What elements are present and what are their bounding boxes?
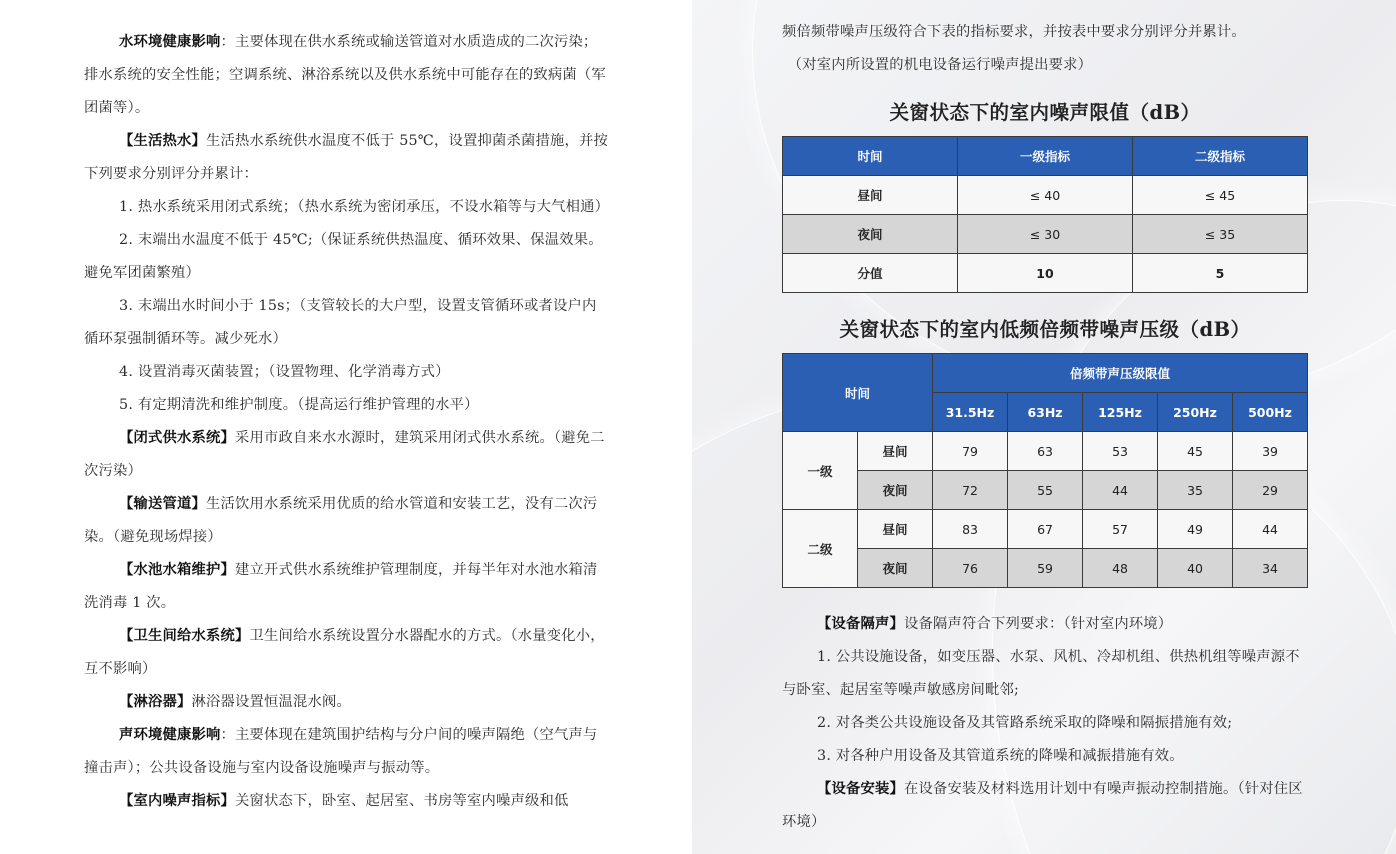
indoor-noise-paragraph: 【室内噪声指标】关窗状态下，卧室、起居室、书房等室内噪声级和低 xyxy=(119,793,569,809)
right-bottom-text xyxy=(782,608,1308,839)
table-row: 夜间 76 59 48 40 34 xyxy=(783,549,1308,588)
list-item: 3. 末端出水时间小于 15s；（支管较长的大户型，设置支管循环或者设户内循环泵强制循环等。减少死水） xyxy=(84,298,597,347)
list-item: 3. 对各种户用设备及其管道系统的降噪和减振措施有效。 xyxy=(817,748,1184,764)
table-header-freq: 250Hz xyxy=(1158,393,1233,432)
table-header: 二级指标 xyxy=(1133,137,1308,176)
table-header-freq: 125Hz xyxy=(1083,393,1158,432)
table-header: 一级指标 xyxy=(958,137,1133,176)
intro-line-1: 频倍频带噪声压级符合下表的指标要求，并按表中要求分别评分并累计。 xyxy=(782,24,1246,40)
closed-supply-paragraph: 【闭式供水系统】采用市政自来水水源时，建筑采用闭式供水系统。（避免二次污染） xyxy=(84,430,605,479)
list-item: 2. 末端出水温度不低于 45℃;（保证系统供热温度、循环效果、保温效果。避免军团菌繁殖） xyxy=(84,232,603,281)
table-header-group: 倍频带声压级限值 xyxy=(933,354,1308,393)
table1-title: 关窗状态下的室内噪声限值（dB） xyxy=(889,101,1201,124)
tank-maintenance-paragraph: 【水池水箱维护】建立开式供水系统维护管理制度，并每半年对水池水箱清洗消毒 1 次。 xyxy=(84,562,598,611)
table-header-freq: 500Hz xyxy=(1233,393,1308,432)
list-item: 2. 对各类公共设施设备及其管路系统采取的降噪和隔振措施有效; xyxy=(817,715,1233,731)
intro-line-2: （对室内所设置的机电设备运行噪声提出要求） xyxy=(787,57,1093,73)
table-row: 二级 昼间 83 67 57 49 44 xyxy=(783,510,1308,549)
table-header-time: 时间 xyxy=(783,354,933,432)
table-header-freq: 63Hz xyxy=(1008,393,1083,432)
table-row: 一级 昼间 79 63 53 45 39 xyxy=(783,432,1308,471)
list-item: 1. 热水系统采用闭式系统；（热水系统为密闭承压，不设水箱等与大气相通） xyxy=(119,199,610,215)
table-row: 昼间 ≤ 40 ≤ 45 xyxy=(783,176,1308,215)
list-item: 4. 设置消毒灭菌装置；（设置物理、化学消毒方式） xyxy=(119,364,450,380)
table-row: 分值 10 5 xyxy=(783,254,1308,293)
pipeline-paragraph: 【输送管道】生活饮用水系统采用优质的给水管道和安装工艺，没有二次污染。（避免现场焊接） xyxy=(84,496,598,545)
list-item: 1. 公共设施设备，如变压器、水泵、风机、冷却机组、供热机组等噪声源不与卧室、起居室等噪声敏感房间毗邻; xyxy=(782,649,1300,698)
table-header-freq: 31.5Hz xyxy=(933,393,1008,432)
table2-title: 关窗状态下的室内低频倍频带噪声压级（dB） xyxy=(839,318,1251,341)
indoor-noise-limit-table xyxy=(782,136,1308,293)
list-item: 5. 有定期清洗和维护制度。（提高运行维护管理的水平） xyxy=(119,397,479,413)
right-intro xyxy=(782,16,1308,82)
table-header: 时间 xyxy=(783,137,958,176)
low-frequency-noise-table xyxy=(782,353,1308,588)
shower-paragraph: 【淋浴器】淋浴器设置恒温混水阀。 xyxy=(119,694,351,710)
table-row: 夜间 72 55 44 35 29 xyxy=(783,471,1308,510)
equipment-installation-paragraph: 【设备安装】在设备安装及材料选用计划中有噪声振动控制措施。（针对住区环境） xyxy=(782,781,1303,830)
equipment-isolation-paragraph: 【设备隔声】设备隔声符合下列要求：（针对室内环境） xyxy=(817,616,1173,632)
left-page-text xyxy=(84,26,608,818)
table-row: 夜间 ≤ 30 ≤ 35 xyxy=(783,215,1308,254)
bathroom-supply-paragraph: 【卫生间给水系统】卫生间给水系统设置分水器配水的方式。（水量变化小，互不影响） xyxy=(84,628,605,677)
water-health-paragraph: 水环境健康影响：主要体现在供水系统或输送管道对水质造成的二次污染；排水系统的安全性能；空调系统、淋浴系统以及供水系统中可能存在的致病菌（军团菌等）。 xyxy=(84,34,606,116)
sound-health-paragraph: 声环境健康影响：主要体现在建筑围护结构与分户间的噪声隔绝（空气声与撞击声）；公共设备设施与室内设备设施噪声与振动等。 xyxy=(84,727,598,776)
hot-water-paragraph: 【生活热水】生活热水系统供水温度不低于 55℃，设置抑菌杀菌措施，并按下列要求分别评分并累计： xyxy=(84,133,608,182)
